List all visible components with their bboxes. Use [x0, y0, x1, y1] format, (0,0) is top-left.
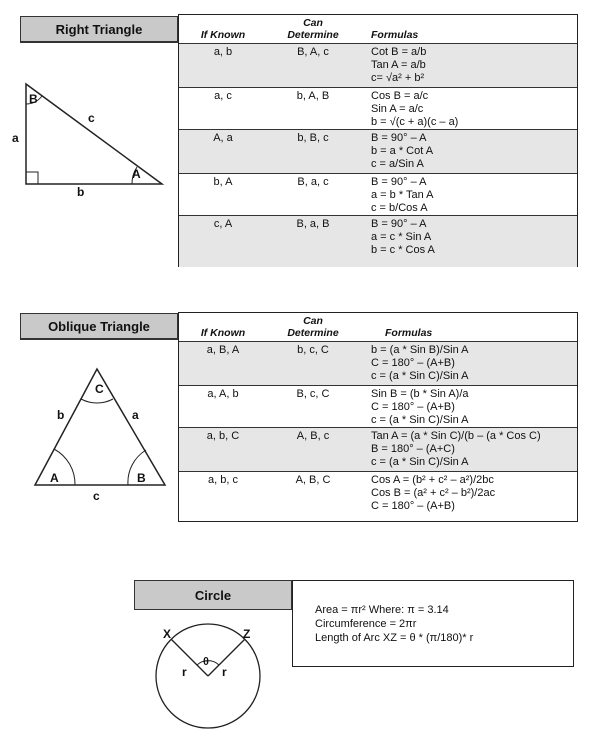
oblique-angle-a-label: A: [50, 471, 59, 485]
table-row: a, c b, A, B Cos B = a/c Sin A = a/c b = √(c + a)(c – a): [179, 87, 577, 129]
right-side-b-label: b: [77, 185, 85, 199]
oblique-triangle-title: Oblique Triangle: [20, 313, 178, 339]
circle-theta-label: θ: [203, 656, 209, 668]
right-side-c-label: c: [88, 111, 95, 125]
table-row: a, b, c A, B, C Cos A = (b² + c² – a²)/2bc Cos B = (a² + c² – b²)/2ac C = 180° – (A+B): [179, 471, 577, 521]
oblique-angle-b-label: B: [137, 471, 146, 485]
oblique-side-b-label: b: [57, 408, 65, 422]
table-row: a, B, A b, c, C b = (a * Sin B)/Sin A C = 180° – (A+B) c = (a * Sin C)/Sin A: [179, 341, 577, 385]
table-row: a, b B, A, c Cot B = a/b Tan A = a/b c= √a² + b²: [179, 43, 577, 87]
circle-point-x-label: X: [163, 627, 172, 641]
circle-radius-right-label: r: [222, 665, 227, 679]
header-formulas: Formulas: [371, 29, 419, 41]
circle-point-z-label: Z: [243, 627, 251, 641]
circle-formula-area: Area = πr² Where: π = 3.14: [315, 604, 449, 616]
table-row: a, A, b B, c, C Sin B = (b * Sin A)/a C = 180° – (A+B) c = (a * Sin C)/Sin A: [179, 385, 577, 427]
circle-radius-left-label: r: [182, 665, 187, 679]
oblique-triangle-diagram: [15, 355, 185, 495]
oblique-triangle-title-rule: [20, 339, 180, 340]
header-determine: Determine: [287, 29, 339, 41]
right-angle-a-label: A: [132, 167, 141, 181]
header-formulas: Formulas: [385, 327, 433, 339]
circle-formulas-box: [292, 580, 574, 667]
header-determine: Determine: [287, 327, 339, 339]
circle-formula-arc-length: Length of Arc XZ = θ * (π/180)* r: [315, 632, 474, 644]
header-if-known: If Known: [200, 327, 246, 339]
oblique-side-a-label: a: [132, 408, 139, 422]
right-side-a-label: a: [12, 131, 19, 145]
header-if-known: If Known: [200, 29, 246, 41]
table-row: A, a b, B, c B = 90° – A b = a * Cot A c = a/Sin A: [179, 129, 577, 173]
header-can: Can: [303, 17, 323, 29]
table-row: b, A B, a, c B = 90° – A a = b * Tan A c = b/Cos A: [179, 173, 577, 215]
header-can: Can: [303, 315, 323, 327]
oblique-side-c-label: c: [93, 489, 100, 503]
circle-title: Circle: [134, 580, 292, 610]
right-triangle-title-rule: [20, 42, 180, 43]
right-triangle-table: [178, 14, 578, 267]
table-row: c, A B, a, B B = 90° – A a = c * Sin A b = c * Cos A: [179, 215, 577, 267]
right-triangle-diagram: [10, 70, 180, 200]
right-triangle-title: Right Triangle: [20, 16, 178, 42]
right-angle-b-label: B: [29, 92, 38, 106]
circle-formula-circumference: Circumference = 2πr: [315, 618, 417, 630]
oblique-triangle-table: [178, 312, 578, 522]
table-row: a, b, C A, B, c Tan A = (a * Sin C)/(b – (a * Cos C) B = 180° – (A+C) c = (a * Sin C)/Sin A: [179, 427, 577, 471]
oblique-angle-c-label: C: [95, 382, 104, 396]
